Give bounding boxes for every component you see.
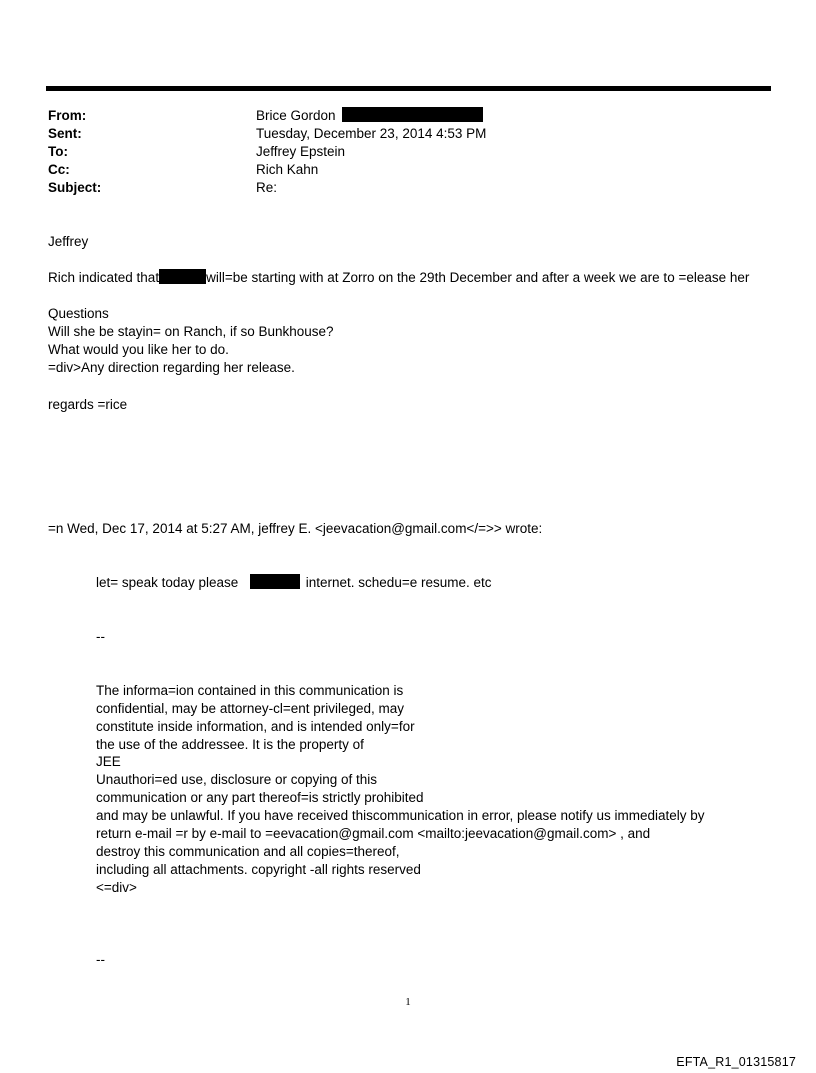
redaction-block bbox=[342, 107, 483, 122]
body-line-1 bbox=[48, 269, 749, 287]
subject-value: Re: bbox=[256, 180, 278, 195]
disclaimer-line: <=div> bbox=[96, 880, 137, 895]
from-name: Brice Gordon bbox=[256, 108, 336, 123]
to-value: Jeffrey Epstein bbox=[256, 144, 346, 159]
quoted-separator-1: -- bbox=[96, 629, 105, 644]
document-id: EFTA_R1_01315817 bbox=[676, 1055, 796, 1069]
signoff: regards =rice bbox=[48, 397, 128, 412]
question-3: =div>Any direction regarding her release. bbox=[48, 360, 295, 375]
disclaimer-line: constitute inside information, and is intended only=for bbox=[96, 719, 415, 734]
header-rule bbox=[46, 86, 771, 91]
question-2: What would you like her to do. bbox=[48, 342, 229, 357]
disclaimer-line: confidential, may be attorney-cl=ent privileged, may bbox=[96, 701, 405, 716]
disclaimer-line: communication or any part thereof=is strictly prohibited bbox=[96, 790, 424, 805]
subject-label: Subject: bbox=[48, 180, 102, 195]
disclaimer-line: return e-mail =r by e-mail to =eevacation@gmail.com <mailto:jeevacation@gmail.com> , and bbox=[96, 826, 651, 841]
disclaimer-line: destroy this communication and all copies=thereof, bbox=[96, 844, 400, 859]
questions-heading: Questions bbox=[48, 306, 109, 321]
page-number: 1 bbox=[405, 996, 411, 1008]
cc-value: Rich Kahn bbox=[256, 162, 319, 177]
quoted-line-1 bbox=[96, 574, 492, 592]
body-line-1-start: Rich indicated that bbox=[48, 270, 160, 285]
greeting: Jeffrey bbox=[48, 234, 89, 249]
from-value bbox=[256, 107, 483, 125]
disclaimer-line: The informa=ion contained in this communication is bbox=[96, 683, 404, 698]
disclaimer-line: the use of the addressee. It is the property of bbox=[96, 737, 364, 752]
disclaimer-line: including all attachments. copyright -all rights reserved bbox=[96, 862, 421, 877]
sent-value: Tuesday, December 23, 2014 4:53 PM bbox=[256, 126, 487, 141]
body-line-1-end: will=be starting with at Zorro on the 29th December and after a week we are to =elease her bbox=[206, 270, 750, 285]
to-label: To: bbox=[48, 144, 68, 159]
from-label: From: bbox=[48, 108, 87, 123]
quoted-separator-2: -- bbox=[96, 952, 105, 967]
cc-label: Cc: bbox=[48, 162, 70, 177]
disclaimer-line: JEE bbox=[96, 754, 121, 769]
quoted-line-1-start: let= speak today please bbox=[96, 575, 239, 590]
quoted-line-1-end: internet. schedu=e resume. etc bbox=[305, 575, 492, 590]
question-1: Will she be stayin= on Ranch, if so Bunkhouse? bbox=[48, 324, 334, 339]
sent-label: Sent: bbox=[48, 126, 82, 141]
quote-header: =n Wed, Dec 17, 2014 at 5:27 AM, jeffrey E. <jeevacation@gmail.com</=>> wrote: bbox=[48, 521, 543, 536]
disclaimer-line: and may be unlawful. If you have received thiscommunication in error, please notify us immediately by bbox=[96, 808, 705, 823]
redaction-block bbox=[159, 269, 206, 284]
disclaimer-line: Unauthori=ed use, disclosure or copying of this bbox=[96, 772, 378, 787]
redaction-block bbox=[250, 574, 300, 589]
